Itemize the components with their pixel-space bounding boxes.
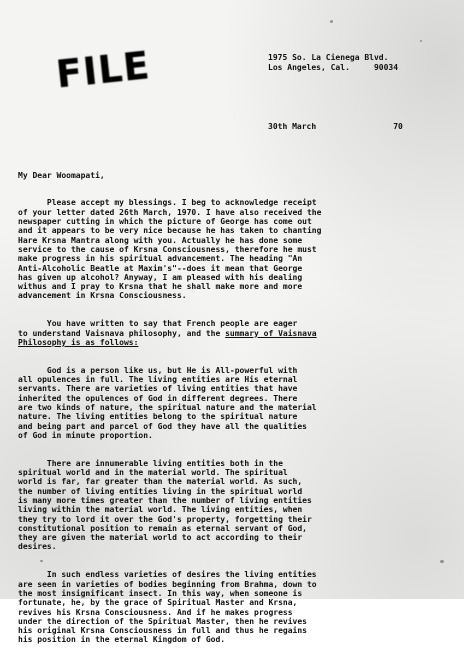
paragraph-3: God is a person like us, but He is All-powerful with all opulences in full. The living entities are His eternal servants. There are varieties of living entities that have inherited the opulences of God in different degrees. There are two kinds of nature, the spiritual nature and the material nature. The living entities belong to the spiritual nature and being part and parcel of God they have all the qualities of God in minute proportion.: [18, 365, 317, 440]
paragraph-2: [18, 319, 438, 347]
letter-body: [18, 152, 438, 663]
paragraph-2-lines: You have written to say that French people are eager to understand Vaisnava philosophy, and the: [18, 319, 298, 338]
letter-date: [268, 122, 403, 131]
salutation: My Dear Woomapati,: [18, 170, 105, 180]
paragraph-2-last-line: Philosophy is as follows:: [18, 337, 139, 347]
address-line-1: 1975 So. La Cienega Blvd.: [268, 53, 389, 62]
address-line-2: Los Angeles, Cal. 90034: [268, 63, 399, 72]
ink-speck: [420, 40, 422, 42]
paragraph-5: In such endless varieties of desires the living entities are seen in varieties of bodies beginning from Brahma, down to the most insignificant insect. In this way, when someone is fortunate, he, by the grace of Spiritual Master and Krsna, revives his Krsna Consciousness. And if he makes progress under the direction of the Spiritual Master, then he revives his original Krsna Consciousness in full and thus he regains his position in the eternal Kingdom of God.: [18, 570, 317, 645]
sender-address: [268, 53, 398, 73]
ink-speck: [40, 560, 43, 562]
file-stamp: FILE: [53, 43, 153, 97]
date-year: 70: [393, 122, 403, 131]
date-day-month: 30th March: [268, 122, 317, 131]
ink-speck: [330, 20, 333, 23]
paragraph-2-underlined: summary of Vaisnava: [225, 328, 317, 338]
paragraph-4: There are innumerable living entities both in the spiritual world and in the material world. The spiritual world is far, far greater than the material world. As such, the number of living entities living in the spiritual world is many more times greater than the number of living entities living within the material world. The living entities, when they try to lord it over the God's property, forgetting their constitutional position to remain as eternal servant of God, they are given the material world to act according to their desires.: [18, 458, 312, 552]
ink-speck: [440, 560, 444, 563]
paragraph-1: Please accept my blessings. I beg to acknowledge receipt of your letter dated 26th March, 1970. I have also received the newspaper cutting in which the picture of George has come out and it appears to be very nice because he has taken to chanting Hare Krsna Mantra along with you. Actually he has done some service to the cause of Krsna Consciousness, therefore he must make progress in his spiritual advancement. The heading "An Anti-Alcoholic Beatle at Maxim's"--does it mean that George has given up alcohol? Anyway, I am pleased with his dealing withus and I pray to Krsna that he shall make more and more advancement in Krsna Consciousness.: [18, 198, 322, 301]
